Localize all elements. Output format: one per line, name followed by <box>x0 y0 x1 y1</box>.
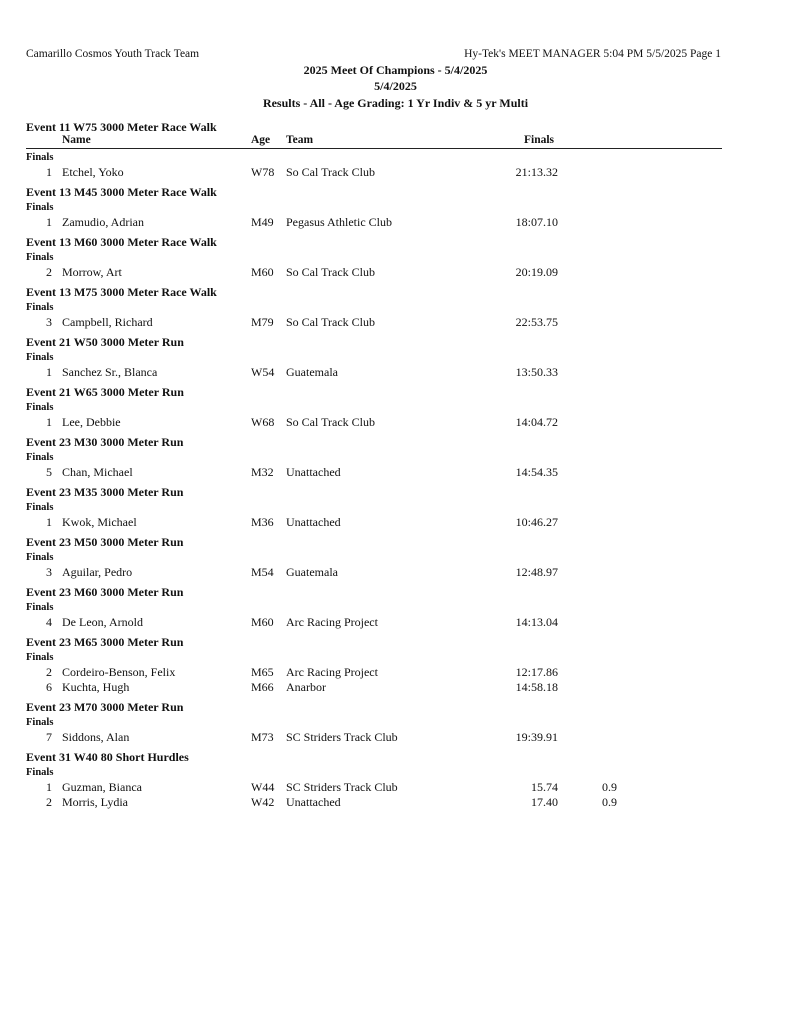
place: 1 <box>46 415 52 429</box>
athlete-name: Kwok, Michael <box>62 515 137 529</box>
event-block <box>26 234 726 284</box>
athlete-name: Zamudio, Adrian <box>62 215 144 229</box>
result-row <box>26 365 726 380</box>
athlete-name: Kuchta, Hugh <box>62 680 130 694</box>
team-name: Unattached <box>286 795 341 809</box>
age-group: W68 <box>251 415 275 429</box>
round-label: Finals <box>26 452 54 463</box>
event-title: Event 21 W65 3000 Meter Run <box>26 385 184 399</box>
age-group: W44 <box>251 780 275 794</box>
final-mark: 14:13.04 <box>515 615 558 629</box>
result-row <box>26 680 726 695</box>
event-title: Event 23 M50 3000 Meter Run <box>26 535 184 549</box>
age-group: W54 <box>251 365 275 379</box>
event-title: Event 23 M60 3000 Meter Run <box>26 585 184 599</box>
round-label: Finals <box>26 352 54 363</box>
round-label: Finals <box>26 252 54 263</box>
team-name: So Cal Track Club <box>286 165 376 179</box>
result-row <box>26 515 726 530</box>
athlete-name: Aguilar, Pedro <box>62 565 133 579</box>
age-group: M36 <box>251 515 274 529</box>
place: 2 <box>46 665 52 679</box>
final-mark: 19:39.91 <box>515 730 558 744</box>
age-group: M54 <box>251 565 274 579</box>
final-mark: 21:13.32 <box>515 165 558 179</box>
place: 1 <box>46 780 52 794</box>
team-name: SC Striders Track Club <box>286 780 398 794</box>
final-mark: 18:07.10 <box>515 215 558 229</box>
place: 1 <box>46 215 52 229</box>
final-mark: 12:17.86 <box>515 665 558 679</box>
team-name: Arc Racing Project <box>286 665 378 679</box>
team-name: So Cal Track Club <box>286 415 376 429</box>
athlete-name: Etchel, Yoko <box>62 165 124 179</box>
result-row <box>26 665 726 680</box>
event-block <box>26 184 726 234</box>
athlete-name: Campbell, Richard <box>62 315 153 329</box>
athlete-name: Chan, Michael <box>62 465 133 479</box>
result-row <box>26 215 726 230</box>
place: 7 <box>46 730 52 744</box>
age-group: M60 <box>251 615 274 629</box>
result-row <box>26 465 726 480</box>
place: 5 <box>46 465 52 479</box>
team-name: Guatemala <box>286 565 338 579</box>
place: 3 <box>46 315 52 329</box>
round-label: Finals <box>26 767 54 778</box>
event-title: Event 11 W75 3000 Meter Race Walk <box>26 120 217 134</box>
event-title: Event 13 M75 3000 Meter Race Walk <box>26 285 217 299</box>
event-title: Event 23 M30 3000 Meter Run <box>26 435 184 449</box>
event-title: Event 31 W40 80 Short Hurdles <box>26 750 189 764</box>
age-group: M49 <box>251 215 274 229</box>
wind-reading: 0.9 <box>602 795 617 809</box>
age-group: M32 <box>251 465 274 479</box>
event-block <box>26 699 726 749</box>
event-title: Event 13 M60 3000 Meter Race Walk <box>26 235 217 249</box>
final-mark: 13:50.33 <box>515 365 558 379</box>
age-group: W42 <box>251 795 275 809</box>
name-column-header: Name <box>62 134 91 146</box>
result-row <box>26 415 726 430</box>
team-name: Guatemala <box>286 365 338 379</box>
event-block <box>26 484 726 534</box>
meet-title: 2025 Meet Of Champions - 5/4/2025 <box>303 63 488 77</box>
final-mark: 14:54.35 <box>515 465 558 479</box>
event-spacer <box>26 810 726 814</box>
final-mark: 12:48.97 <box>515 565 558 579</box>
round-label: Finals <box>26 152 54 163</box>
event-block <box>26 584 726 634</box>
result-row <box>26 565 726 580</box>
round-label: Finals <box>26 717 54 728</box>
finals-column-header: Finals <box>524 134 555 146</box>
final-mark: 22:53.75 <box>515 315 558 329</box>
place: 6 <box>46 680 52 694</box>
team-name: So Cal Track Club <box>286 315 376 329</box>
round-label: Finals <box>26 302 54 313</box>
event-block <box>26 384 726 434</box>
event-block <box>26 749 726 814</box>
age-group: M73 <box>251 730 274 744</box>
final-mark: 14:04.72 <box>515 415 558 429</box>
software-timestamp: Hy-Tek's MEET MANAGER 5:04 PM 5/5/2025 Page 1 <box>464 48 721 60</box>
athlete-name: Morris, Lydia <box>62 795 128 809</box>
team-name: SC Striders Track Club <box>286 730 398 744</box>
event-title: Event 23 M35 3000 Meter Run <box>26 485 184 499</box>
result-row <box>26 615 726 630</box>
age-group: W78 <box>251 165 275 179</box>
event-block <box>26 334 726 384</box>
column-header-spacer <box>26 135 726 150</box>
result-row <box>26 165 726 180</box>
athlete-name: Lee, Debbie <box>62 415 121 429</box>
place: 3 <box>46 565 52 579</box>
round-label: Finals <box>26 652 54 663</box>
results-subtitle: Results - All - Age Grading: 1 Yr Indiv & 5 yr Multi <box>262 96 529 110</box>
round-label: Finals <box>26 552 54 563</box>
age-group: M79 <box>251 315 274 329</box>
round-label: Finals <box>26 502 54 513</box>
age-column-header: Age <box>251 134 271 146</box>
team-name: So Cal Track Club <box>286 265 376 279</box>
athlete-name: Siddons, Alan <box>62 730 130 744</box>
athlete-name: Cordeiro-Benson, Felix <box>62 665 176 679</box>
event-block <box>26 284 726 334</box>
event-title: Event 23 M65 3000 Meter Run <box>26 635 184 649</box>
result-row <box>26 265 726 280</box>
final-mark: 15.74 <box>531 780 558 794</box>
round-label: Finals <box>26 202 54 213</box>
result-row <box>26 780 726 795</box>
results-list <box>26 119 726 814</box>
team-name: Unattached <box>286 515 341 529</box>
final-mark: 10:46.27 <box>515 515 558 529</box>
age-group: M60 <box>251 265 274 279</box>
event-block <box>26 434 726 484</box>
round-label: Finals <box>26 402 54 413</box>
team-name: Unattached <box>286 465 341 479</box>
athlete-name: De Leon, Arnold <box>62 615 143 629</box>
event-block <box>26 634 726 699</box>
meet-date: 5/4/2025 <box>374 79 417 93</box>
age-group: M65 <box>251 665 274 679</box>
place: 4 <box>46 615 52 629</box>
athlete-name: Guzman, Bianca <box>62 780 142 794</box>
event-title: Event 21 W50 3000 Meter Run <box>26 335 184 349</box>
final-mark: 20:19.09 <box>515 265 558 279</box>
final-mark: 14:58.18 <box>515 680 558 694</box>
result-row <box>26 795 726 810</box>
team-name: Arc Racing Project <box>286 615 378 629</box>
final-mark: 17.40 <box>531 795 558 809</box>
event-block <box>26 119 726 184</box>
place: 1 <box>46 515 52 529</box>
team-name: Pegasus Athletic Club <box>286 215 392 229</box>
event-block <box>26 534 726 584</box>
result-row <box>26 730 726 745</box>
place: 1 <box>46 365 52 379</box>
place: 1 <box>46 165 52 179</box>
event-title: Event 23 M70 3000 Meter Run <box>26 700 184 714</box>
team-name: Anarbor <box>286 680 326 694</box>
event-title: Event 13 M45 3000 Meter Race Walk <box>26 185 217 199</box>
result-row <box>26 315 726 330</box>
place: 2 <box>46 265 52 279</box>
athlete-name: Sanchez Sr., Blanca <box>62 365 158 379</box>
place: 2 <box>46 795 52 809</box>
wind-reading: 0.9 <box>602 780 617 794</box>
team-name: Camarillo Cosmos Youth Track Team <box>26 48 200 60</box>
age-group: M66 <box>251 680 274 694</box>
round-label: Finals <box>26 602 54 613</box>
athlete-name: Morrow, Art <box>62 265 122 279</box>
team-column-header: Team <box>286 134 314 146</box>
